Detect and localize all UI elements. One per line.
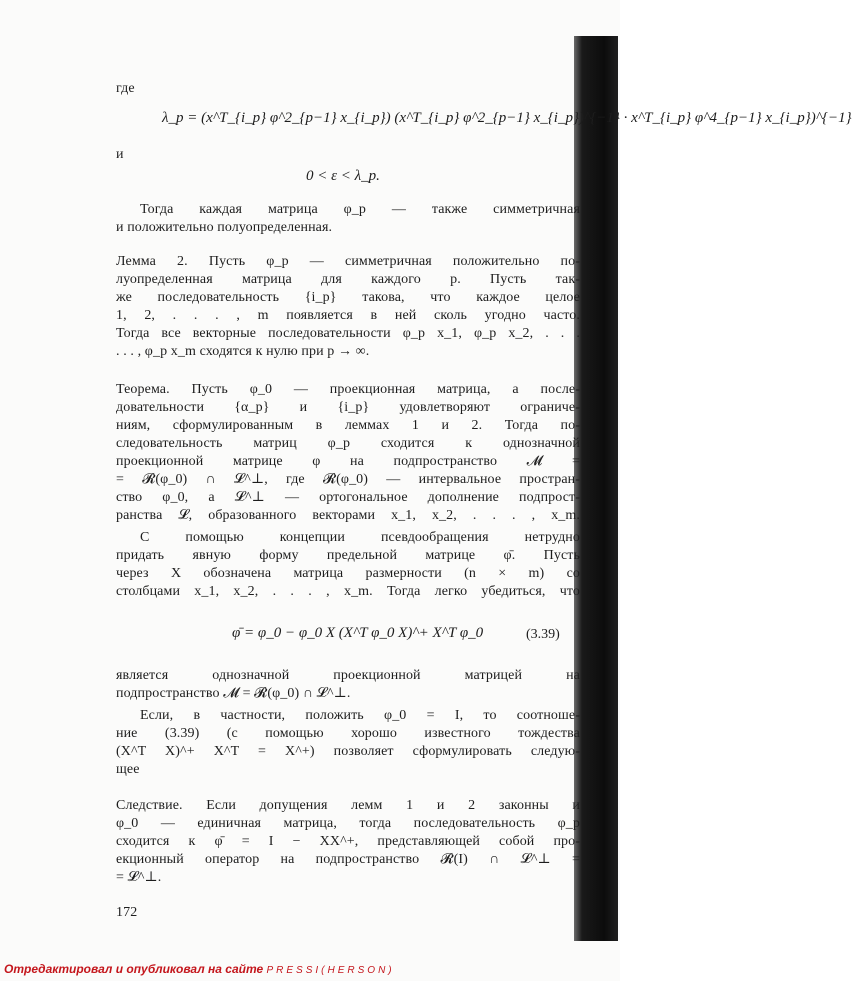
corollary-line: = 𝓛^⊥. — [116, 870, 162, 885]
page-number: 172 — [116, 905, 138, 920]
lemma-line: Лемма 2. Пусть φ_p — симметричная положительно по- — [116, 254, 580, 269]
paragraph-line: и положительно полуопределенная. — [116, 220, 333, 235]
theorem-line: довательности {α_p} и {i_p} удовлетворяют ограниче- — [116, 400, 580, 415]
paragraph-line: С помощью концепции псевдообращения нетрудно — [140, 530, 580, 545]
corollary-line: φ_0 — единичная матрица, тогда последовательность φ_p — [116, 816, 580, 831]
text-and: и — [116, 147, 124, 162]
paragraph-line: ние (3.39) (с помощью хорошо известного тождества — [116, 726, 580, 741]
paragraph-line: через X обозначена матрица размерности (n × m) со — [116, 566, 580, 581]
theorem-line: Теорема. Пусть φ_0 — проекционная матрица, а после- — [116, 382, 580, 397]
theorem-line: проекционной матрице φ на подпространство 𝓜 = — [116, 454, 580, 469]
theorem-line: ство φ_0, а 𝓛^⊥ — ортогональное дополнение подпрост- — [116, 490, 580, 505]
paragraph-line: придать явную форму предельной матрице φ̄. Пусть — [116, 548, 580, 563]
lemma-line: . . . , φ_p x_m сходятся к нулю при p → ∞. — [116, 344, 370, 359]
equation-3-39: φ̄ = φ_0 − φ_0 X (X^T φ_0 X)^+ X^T φ_0 — [232, 625, 484, 641]
paragraph-line: подпространство 𝓜 = 𝓡(φ_0) ∩ 𝓛^⊥. — [116, 686, 351, 701]
scan-dark-edge — [574, 36, 618, 941]
equation-epsilon: 0 < ε < λ_p. — [306, 168, 380, 184]
corollary-line: Следствие. Если допущения лемм 1 и 2 законны и — [116, 798, 580, 813]
paragraph-line: щее — [116, 762, 140, 777]
paragraph-line: (X^T X)^+ X^T = X^+) позволяет сформулировать следую- — [116, 744, 580, 759]
equation-number: (3.39) — [526, 627, 560, 642]
publisher-footer — [4, 962, 395, 976]
footer-site: PRESSI(HERSON) — [266, 965, 395, 976]
lemma-line: луопределенная матрица для каждого p. Пусть так- — [116, 272, 580, 287]
corollary-line: екционный оператор на подпространство 𝓡(I) ∩ 𝓛^⊥ = — [116, 852, 580, 867]
theorem-line: ниям, сформулированным в леммах 1 и 2. Тогда по- — [116, 418, 580, 433]
paragraph-line: является однозначной проекционной матрицей на — [116, 668, 580, 683]
theorem-line: ранства 𝓛, образованного векторами x_1, x_2, . . . , x_m. — [116, 508, 580, 523]
lemma-line: Тогда все векторные последовательности φ_p x_1, φ_p x_2, . . . — [116, 326, 580, 341]
corollary-line: сходится к φ̄ = I − XX^+, представляющей собой про- — [116, 834, 580, 849]
text-where: где — [116, 81, 135, 96]
equation-lambda: λ_p = (x^T_{i_p} φ^2_{p−1} x_{i_p}) (x^T_{i_p} φ^2_{p−1} x_{i_p})^{−1} · x^T_{i_p} φ^4_{p−1} x_{i_p})^{−1} — [162, 110, 852, 126]
paragraph-line: Тогда каждая матрица φ_p — также симметричная — [140, 202, 580, 217]
lemma-line: 1, 2, . . . , m появляется в ней сколь угодно часто. — [116, 308, 580, 323]
footer-text: Отредактировал и опубликовал на сайте — [4, 962, 264, 976]
theorem-line: следовательность матриц φ_p сходится к однозначной — [116, 436, 580, 451]
theorem-line: = 𝓡(φ_0) ∩ 𝓛^⊥, где 𝓡(φ_0) — интервальное простран- — [116, 472, 580, 487]
paragraph-line: Если, в частности, положить φ_0 = I, то соотноше- — [140, 708, 580, 723]
paragraph-line: столбцами x_1, x_2, . . . , x_m. Тогда легко убедиться, что — [116, 584, 580, 599]
lemma-line: же последовательность {i_p} такова, что каждое целое — [116, 290, 580, 305]
